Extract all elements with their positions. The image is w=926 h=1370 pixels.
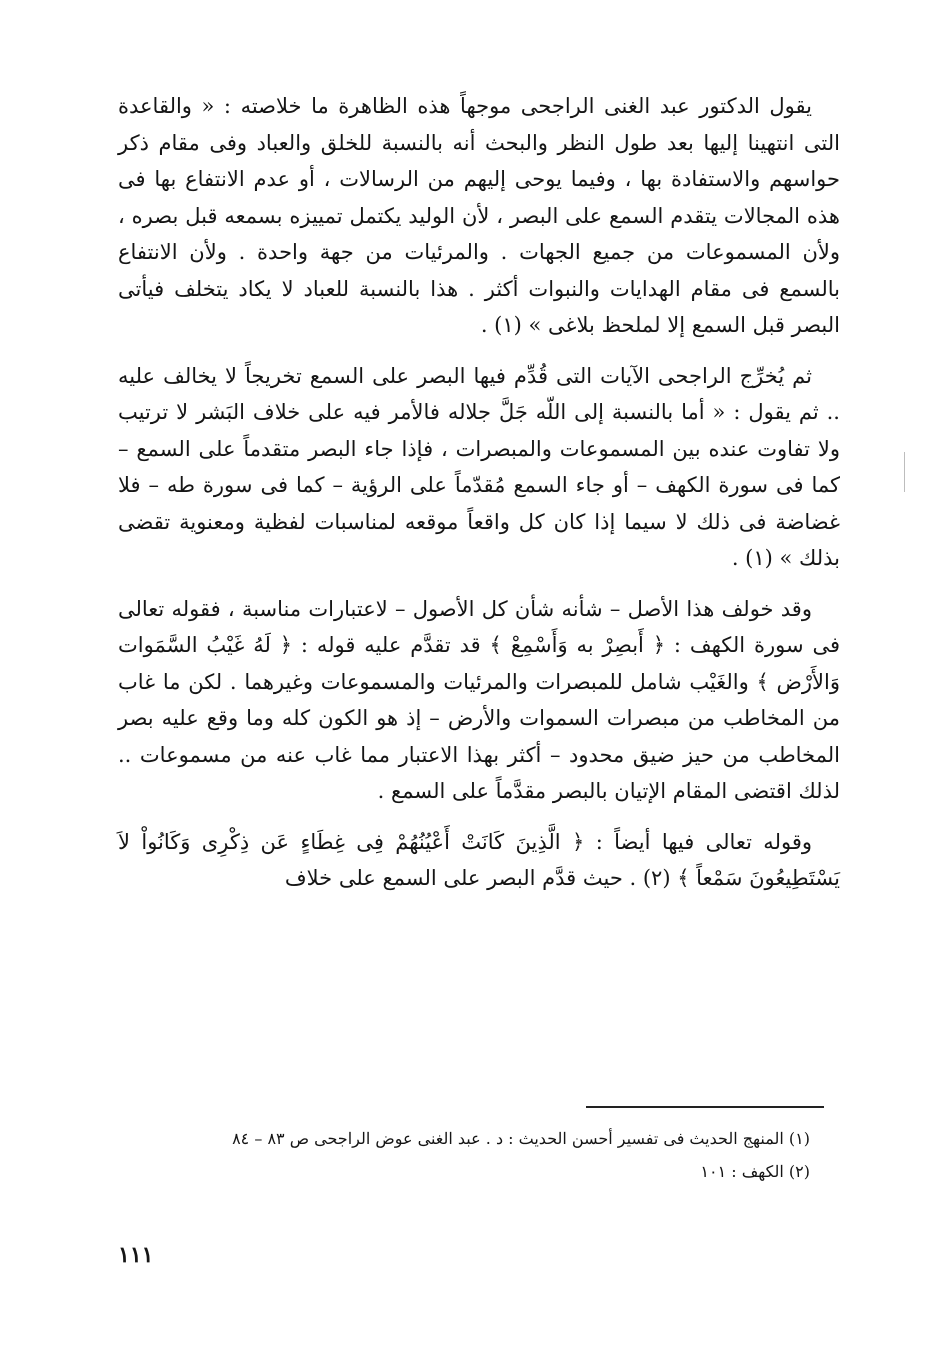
footnote-divider xyxy=(586,1106,824,1108)
footnote-1: (١) المنهج الحديث فى تفسير أحسن الحديث : د . عبد الغنى عوض الراجحى ص ٨٣ – ٨٤ xyxy=(232,1129,810,1148)
paragraph-1: يقول الدكتور عبد الغنى الراجحى موجهاً هذه الظاهرة ما خلاصته : « والقاعدة التى انتهينا إليها بعد طول النظر والبحث أنه بالنسبة للخلق والعباد وفى مقام ذكر حواسهم والاستفادة بها ، وفيما يوحى إليهم من الرسالات ، أو عدم الانتفاع بها فى هذه المجالات يتقدم السمع على البصر ، لأن الوليد يكتمل تمييزه بسمعه قبل بصره ، ولأن المسموعات من جميع الجهات . والمرئيات من جهة واحدة . ولأن الانتفاع بالسمع فى مقام الهدايات والنبوات أكثر . هذا بالنسبة للعباد لا يكاد يتخلف فيأتى البصر قبل السمع إلا لملحظ بلاغى » (١) . xyxy=(118,94,840,337)
footnote-2: (٢) الكهف : ١٠١ xyxy=(700,1162,810,1181)
paragraph-2: ثم يُخرِّج الراجحى الآيات التى قُدِّم فيها البصر على السمع تخريجاً لا يخالف عليه .. ثم يقول : « أما بالنسبة إلى اللّه جَلَّ جلاله فالأمر فيه على خلاف البَشر لا ترتيب ولا تفاوت عنده بين المسموعات والمبصرات ، فإذا جاء البصر متقدماً على السمع – كما فى سورة الكهف – أو جاء السمع مُقدّماً على الرؤية – كما فى سورة طه – فلا غضاضة فى ذلك لا سيما إذا كان كل واقعاً موقعه لمناسبات لفظية ومعنوية تقضى بذلك » (١) . xyxy=(118,363,841,570)
scan-edge-mark xyxy=(904,452,905,492)
paragraph-4: وقوله تعالى فيها أيضاً : ﴿ الَّذِينَ كَانَتْ أَعْيُنُهُمْ فِى غِطَاءٍ عَن ذِكْرِى وَكَانُواْ لاَ يَسْتَطِيعُونَ سَمْعاً ﴾ (٢) . حيث قدَّم البصر على السمع على خلاف xyxy=(118,829,840,890)
page-number: ١١١ xyxy=(118,1242,154,1268)
paragraph-3: وقد خولف هذا الأصل – شأنه شأن كل الأصول – لاعتبارات مناسبة ، فقوله تعالى فى سورة الكهف : ﴿ أَبصِرْ به وَأَسْمِعْ ﴾ قد تقدَّم عليه قوله : ﴿ لَهُ غَيْبُ السَّمَوات وَالأَرْض ﴾ والغَيْب شامل للمبصرات والمرئيات والمسموعات وغيرهما . لكن ما غاب من المخاطب من مبصرات السموات والأرض – إذ هو الكون كله وما وقع عليه بصر المخاطب من حيز ضيق محدود – أكثر بهذا الاعتبار مما غاب عنه من مسموعات .. لذلك اقتضى المقام الإتيان بالبصر مقدَّماً على السمع . xyxy=(118,596,840,803)
footnotes xyxy=(118,1122,810,1188)
body-text xyxy=(118,88,840,911)
